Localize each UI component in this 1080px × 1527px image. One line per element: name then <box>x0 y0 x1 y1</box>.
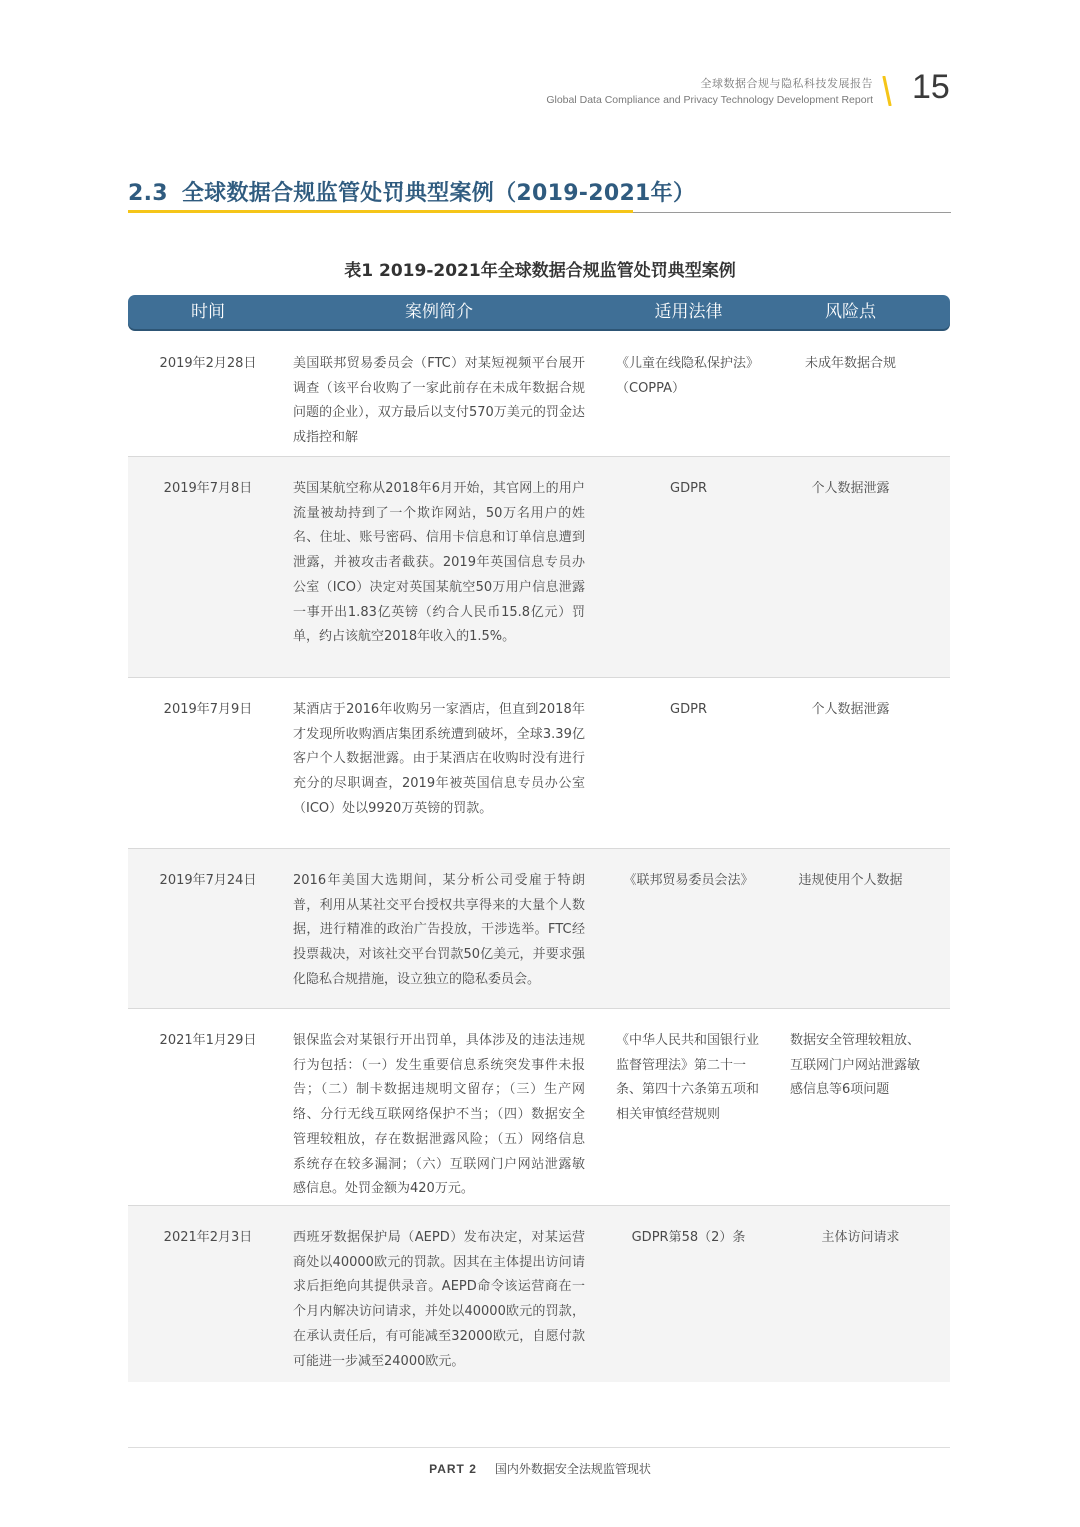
cell-description: 英国某航空称从2018年6月开始，其官网上的用户流量被劫持到了一个欺诈网站，50万名用户的姓名、住址、账号密码、信用卡信息和订单信息遭到泄露，并被攻击者截获。2019年英国信息专员办公室（ICO）决定对英国某航空50万用户信息泄露一事开出1.83亿英镑（约合人民币15.8亿元）罚单，约占该航空2018年收入的1.5%。 <box>293 481 585 645</box>
report-title-cn: 全球数据合规与隐私科技发展报告 <box>700 77 873 90</box>
column-header-risk: 风险点 <box>825 302 876 322</box>
column-header-law: 适用法律 <box>654 302 723 322</box>
page-number: 15 <box>912 68 950 106</box>
table-row <box>128 1009 950 1206</box>
heading-underline-rule <box>633 212 951 213</box>
cell-description: 西班牙数据保护局（AEPD）发布决定，对某运营商处以40000欧元的罚款。因其在主体提出访问请求后拒绝向其提供录音。AEPD命令该运营商在一个月内解决访问请求，并处以40000欧元的罚款，在承认责任后，有可能减至32000欧元，自愿付款可能进一步减至24000欧元。 <box>293 1230 585 1369</box>
cell-risk: 主体访问请求 <box>821 1230 900 1245</box>
footer-title: 国内外数据安全法规监管现状 <box>494 1462 651 1476</box>
running-header <box>546 76 873 108</box>
column-header-time: 时间 <box>191 302 225 322</box>
table-header <box>128 295 950 329</box>
cell-law: GDPR <box>670 702 707 717</box>
cell-date: 2021年1月29日 <box>159 1033 257 1048</box>
table-row <box>128 1206 950 1382</box>
section-title: 全球数据合规监管处罚典型案例（2019-2021年） <box>181 181 696 206</box>
table-row <box>128 332 950 457</box>
cell-law: 《中华人民共和国银行业监督管理法》第二十一条、第四十六条第五项和相关审慎经营规则 <box>616 1033 760 1123</box>
cell-description: 某酒店于2016年收购另一家酒店，但直到2018年才发现所收购酒店集团系统遭到破坏，全球3.39亿客户个人数据泄露。由于某酒店在收购时没有进行充分的尽职调查，2019年被英国信息专员办公室（ICO）处以9920万英镑的罚款。 <box>293 702 585 816</box>
cell-date: 2019年2月28日 <box>159 356 257 371</box>
cell-risk: 未成年数据合规 <box>804 356 896 371</box>
cell-description: 银保监会对某银行开出罚单，具体涉及的违法违规行为包括：（一）发生重要信息系统突发事件未报告；（二）制卡数据违规明文留存；（三）生产网络、分行无线互联网络保护不当；（四）数据安全管理较粗放，存在数据泄露风险；（五）网络信息系统存在较多漏洞；（六）互联网门户网站泄露敏感信息。处罚金额为420万元。 <box>293 1033 585 1197</box>
header-slash-divider <box>881 76 893 106</box>
cell-law: 《联邦贸易委员会法》 <box>623 873 754 888</box>
cell-law: GDPR <box>670 481 707 496</box>
table-row <box>128 678 950 849</box>
section-number: 2.3 <box>128 181 168 206</box>
table-row <box>128 849 950 1009</box>
cell-date: 2019年7月9日 <box>163 702 253 717</box>
cell-law: GDPR第58（2）条 <box>631 1230 746 1245</box>
column-header-description: 案例简介 <box>405 302 473 322</box>
heading-underline-accent <box>128 210 633 213</box>
cell-date: 2019年7月8日 <box>163 481 253 496</box>
table-caption: 表1 2019-2021年全球数据合规监管处罚典型案例 <box>344 261 736 281</box>
footer-part-label: PART 2 <box>429 1462 477 1476</box>
cell-risk: 违规使用个人数据 <box>798 873 903 888</box>
page-footer <box>0 1460 1080 1477</box>
cell-date: 2021年2月3日 <box>163 1230 253 1245</box>
cell-date: 2019年7月24日 <box>159 873 257 888</box>
report-title-en: Global Data Compliance and Privacy Technology Development Report <box>546 94 873 106</box>
cell-law: 《儿童在线隐私保护法》（COPPA） <box>616 356 760 396</box>
section-heading <box>128 176 695 207</box>
cell-risk: 个人数据泄露 <box>811 702 890 717</box>
cell-risk: 数据安全管理较粗放、互联网门户网站泄露敏感信息等6项问题 <box>790 1033 921 1098</box>
cell-risk: 个人数据泄露 <box>811 481 890 496</box>
table-row <box>128 457 950 678</box>
cell-description: 2016年美国大选期间，某分析公司受雇于特朗普，利用从某社交平台授权共享得来的大量个人数据，进行精准的政治广告投放，干涉选举。FTC经投票裁决，对该社交平台罚款50亿美元，并要求强化隐私合规措施，设立独立的隐私委员会。 <box>293 873 585 987</box>
footer-rule <box>128 1447 950 1448</box>
cell-description: 美国联邦贸易委员会（FTC）对某短视频平台展开调查（该平台收购了一家此前存在未成年数据合规问题的企业），双方最后以支付570万美元的罚金达成指控和解 <box>293 356 585 446</box>
